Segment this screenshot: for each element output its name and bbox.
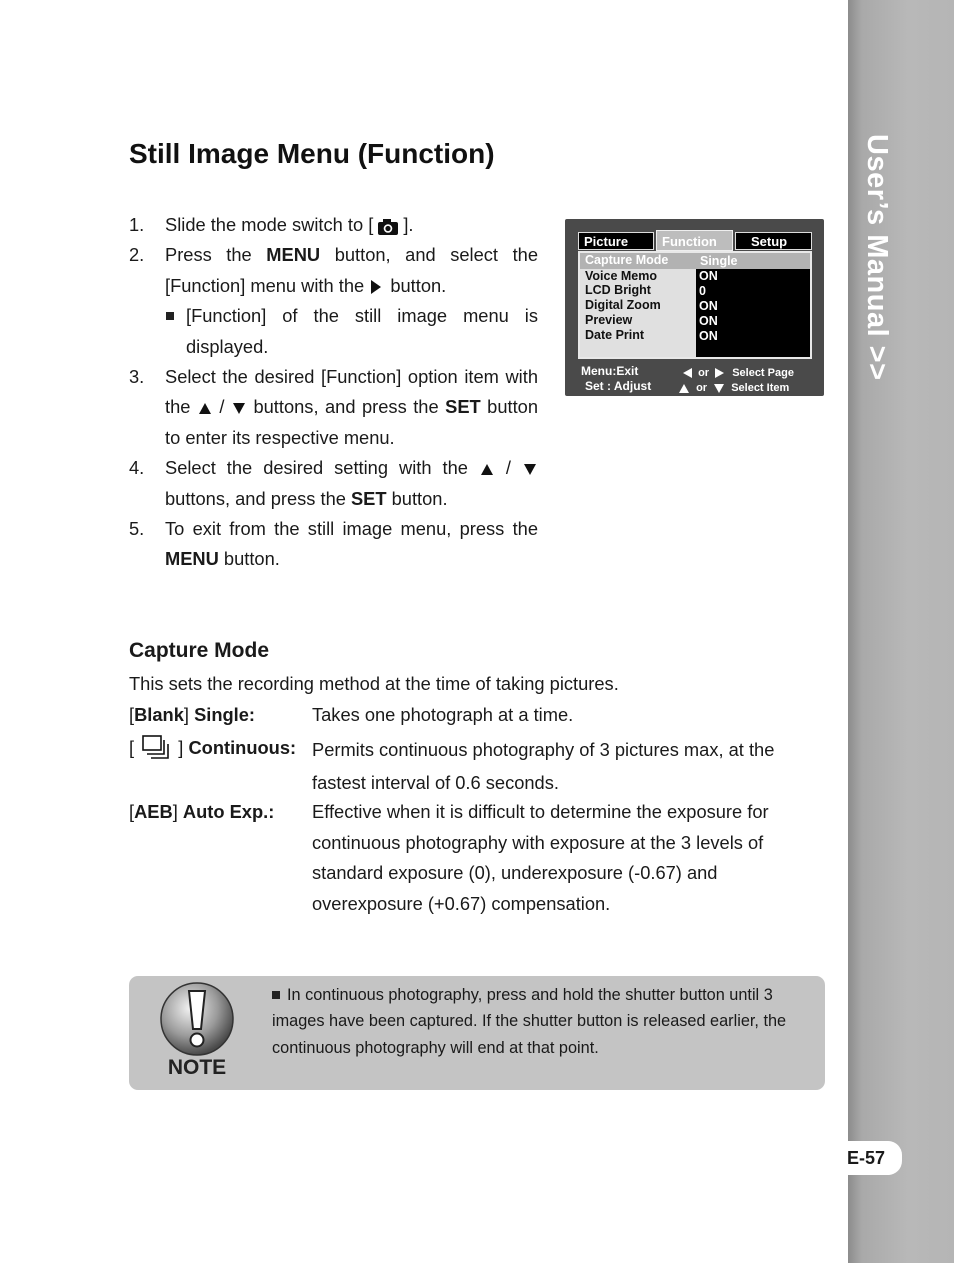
option-single-label: [Blank] Single: bbox=[129, 704, 256, 725]
lcd-set-adjust: Set : Adjust bbox=[585, 379, 652, 393]
right-arrow-icon bbox=[371, 280, 381, 294]
lcd-row-value: ON bbox=[699, 329, 718, 343]
right-arrow-icon bbox=[715, 368, 724, 378]
bullet-icon bbox=[165, 301, 186, 362]
step-2 bbox=[129, 240, 538, 301]
note-label: NOTE bbox=[167, 1056, 227, 1079]
section-intro: This sets the recording method at the time of taking pictures. bbox=[129, 673, 619, 694]
lcd-row-label: Capture Mode bbox=[585, 253, 669, 267]
lcd-menu-screenshot bbox=[565, 219, 824, 396]
lcd-row-label: Date Print bbox=[585, 328, 645, 342]
down-arrow-icon bbox=[233, 403, 245, 414]
lcd-row-value: Single bbox=[700, 254, 738, 268]
manual-title: User’s Manual >> bbox=[861, 134, 893, 381]
step-text: Slide the mode switch to [ ]. bbox=[165, 214, 414, 235]
lcd-tab-function: Function bbox=[656, 230, 733, 251]
step-2-note: [Function] of the still image menu is displayed. bbox=[165, 301, 538, 362]
option-continuous-label: [ ] Continuous: bbox=[129, 737, 296, 760]
page-number: E-57 bbox=[840, 1141, 902, 1175]
lcd-tabs bbox=[578, 230, 812, 251]
lcd-row-value: ON bbox=[699, 299, 718, 313]
note-text: In continuous photography, press and hold the shutter button until 3 images have been captured. If the shutter button is released earlier, the continuous photography will end at that point. bbox=[272, 986, 787, 1057]
up-arrow-icon bbox=[199, 403, 211, 414]
step-text: Press the MENU button, and select the [Function] menu with the button. bbox=[165, 244, 538, 296]
step-4 bbox=[129, 453, 538, 514]
lcd-row-label: Digital Zoom bbox=[585, 298, 661, 312]
option-aeb-label: [AEB] Auto Exp.: bbox=[129, 801, 275, 822]
page-title: Still Image Menu (Function) bbox=[129, 138, 495, 169]
lcd-menu-exit: Menu:Exit bbox=[581, 364, 639, 378]
up-arrow-icon bbox=[679, 384, 689, 393]
lcd-menu-list bbox=[578, 251, 812, 359]
step-number: 4. bbox=[129, 457, 145, 479]
bullet-icon bbox=[272, 991, 280, 999]
step-number: 2. bbox=[129, 244, 145, 266]
lcd-row-value: ON bbox=[699, 314, 718, 328]
step-text: Select the desired [Function] option item with the / buttons, and press the SET button to enter its respective menu. bbox=[165, 366, 539, 448]
up-arrow-icon bbox=[481, 464, 493, 475]
step-number: 1. bbox=[129, 214, 145, 235]
down-arrow-icon bbox=[714, 384, 724, 393]
lcd-item-hint: or Select Item bbox=[679, 381, 789, 395]
step-1 bbox=[129, 210, 538, 240]
lcd-page-hint: or Select Page bbox=[683, 366, 794, 380]
step-number: 5. bbox=[129, 518, 145, 540]
down-arrow-icon bbox=[524, 464, 536, 475]
steps-list bbox=[129, 210, 538, 575]
lcd-tab-picture: Picture bbox=[578, 232, 654, 250]
continuous-shot-icon bbox=[141, 734, 171, 760]
lcd-row-label: LCD Bright bbox=[585, 283, 651, 297]
section-title: Capture Mode bbox=[129, 639, 270, 662]
lcd-row-value: 0 bbox=[699, 284, 706, 298]
step-5 bbox=[129, 514, 538, 575]
option-continuous-desc: Permits continuous photography of 3 pictures max, at the fastest interval of 0.6 seconds. bbox=[312, 739, 775, 793]
option-aeb-desc: Effective when it is difficult to determine the exposure for continuous photography with exposure at the 3 levels of standard exposure (0), underexposure (-0.67) and overexposure (+0.67) compensation. bbox=[312, 801, 769, 914]
lcd-tab-setup: Setup bbox=[735, 232, 812, 250]
step-text: To exit from the still image menu, press the MENU button. bbox=[165, 518, 538, 570]
step-text: Select the desired setting with the / buttons, and press the SET button. bbox=[165, 453, 538, 514]
step-3 bbox=[129, 362, 538, 453]
step-number: 3. bbox=[129, 366, 145, 388]
left-arrow-icon bbox=[683, 368, 692, 378]
option-single-desc: Takes one photograph at a time. bbox=[312, 704, 574, 725]
note-box bbox=[129, 976, 825, 1090]
exclamation-note-icon bbox=[159, 981, 235, 1081]
lcd-row-label: Voice Memo bbox=[585, 269, 658, 283]
camera-icon bbox=[373, 216, 403, 236]
lcd-row-value: ON bbox=[699, 269, 718, 283]
lcd-row-label: Preview bbox=[585, 313, 633, 327]
